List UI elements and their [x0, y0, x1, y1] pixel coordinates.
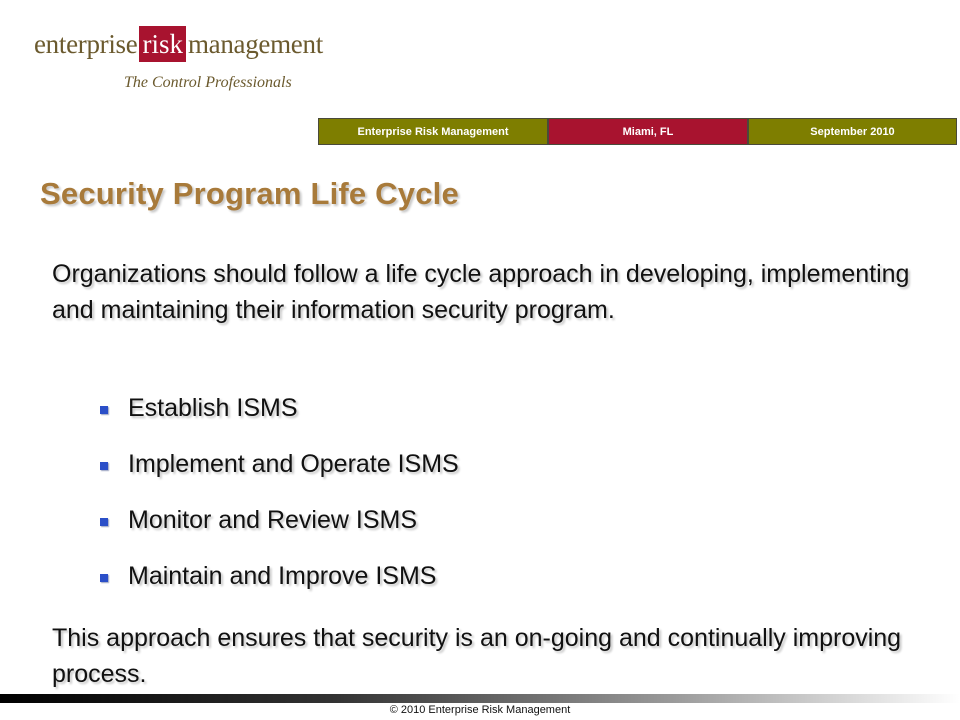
bullet-text: Maintain and Improve ISMS [128, 562, 437, 590]
bullet-list [100, 390, 459, 614]
conclusion-paragraph: This approach ensures that security is an on-going and continually improving process. [52, 624, 902, 688]
square-bullet-icon [100, 574, 108, 582]
bullet-item [100, 446, 459, 482]
slide-title: Security Program Life Cycle [40, 176, 459, 211]
square-bullet-icon [100, 462, 108, 470]
header-location: Miami, FL [548, 118, 748, 145]
footer-copyright: © 2010 Enterprise Risk Management [389, 704, 571, 716]
bullet-text: Establish ISMS [128, 394, 298, 422]
footer-divider [0, 694, 960, 703]
square-bullet-icon [100, 406, 108, 414]
header-organization: Enterprise Risk Management [318, 118, 548, 145]
bullet-item [100, 558, 459, 594]
header-bar [318, 118, 957, 145]
logo-word-enterprise: enterprise [34, 29, 138, 59]
bullet-text: Implement and Operate ISMS [128, 450, 459, 478]
logo-tagline: The Control Professionals [124, 74, 292, 91]
header-date: September 2010 [748, 118, 957, 145]
company-logo [34, 26, 323, 102]
logo-word-risk: risk [139, 26, 186, 62]
bullet-item [100, 502, 459, 538]
logo-word-management: management [187, 29, 323, 59]
square-bullet-icon [100, 518, 108, 526]
bullet-text: Monitor and Review ISMS [128, 506, 418, 534]
intro-paragraph: Organizations should follow a life cycle approach in developing, implementing and maintaining their information security program. [52, 260, 910, 324]
bullet-item [100, 390, 459, 426]
logo-wordmark [34, 26, 323, 62]
